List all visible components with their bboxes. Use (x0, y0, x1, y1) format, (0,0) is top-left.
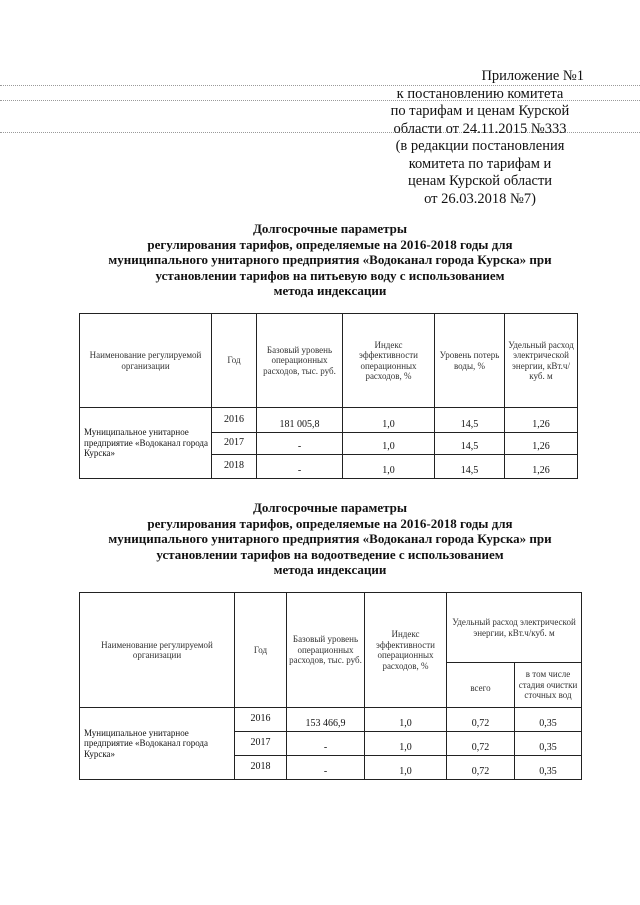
header-base-costs: Базовый уровень операционных расходов, тыс. руб. (257, 314, 343, 408)
organization-name: Муниципальное унитарное предприятие «Водоканал города Курска» (80, 408, 212, 479)
efficiency-index-cell: 1,0 (343, 455, 435, 479)
appendix-line: к постановлению комитета (396, 85, 564, 102)
header-efficiency-index: Индекс эффективности операционных расходов, % (365, 593, 447, 708)
header-energy-consumption: Удельный расход электрической энергии, кВт.ч/куб. м (505, 314, 578, 408)
wastewater-tariff-table (79, 592, 582, 780)
base-costs-cell: - (287, 756, 365, 780)
heading-line: регулирования тарифов, определяемые на 2016-2018 годы для (147, 515, 513, 531)
year-cell: 2017 (235, 732, 287, 756)
year-cell: 2016 (212, 408, 257, 433)
heading-line: регулирования тарифов, определяемые на 2016-2018 годы для (147, 236, 513, 252)
efficiency-index-cell: 1,0 (365, 756, 447, 780)
year-cell: 2017 (212, 433, 257, 455)
organization-name: Муниципальное унитарное предприятие «Водоканал города Курска» (80, 708, 235, 780)
base-costs-cell: - (287, 732, 365, 756)
heading-line: Долгосрочные параметры (252, 500, 408, 515)
heading-line: метода индексации (273, 283, 387, 298)
header-year: Год (212, 314, 257, 408)
appendix-line: ценам Курской области (407, 173, 553, 189)
header-organization: Наименование регулируемой организации (80, 314, 212, 408)
base-costs-cell: 181 005,8 (257, 408, 343, 433)
water-loss-cell: 14,5 (435, 408, 505, 433)
appendix-block (340, 68, 620, 208)
subheader-treatment-stage: в том числе стадия очистки сточных вод (515, 663, 582, 708)
appendix-line: комитета по тарифам и (408, 155, 552, 172)
appendix-line: (в редакции постановления (395, 138, 565, 154)
header-water-loss: Уровень потерь воды, % (435, 314, 505, 408)
energy-total-cell: 0,72 (447, 732, 515, 756)
header-organization: Наименование регулируемой организации (80, 593, 235, 708)
energy-treatment-cell: 0,35 (515, 756, 582, 780)
heading-line: муниципального унитарного предприятия «Водоканал города Курска» при (108, 252, 552, 267)
table-header-row (80, 593, 582, 663)
efficiency-index-cell: 1,0 (365, 732, 447, 756)
appendix-line: от 26.03.2018 №7) (424, 190, 536, 207)
year-cell: 2018 (235, 756, 287, 780)
heading-line: муниципального унитарного предприятия «Водоканал города Курска» при (108, 531, 552, 546)
efficiency-index-cell: 1,0 (365, 708, 447, 732)
appendix-line: области от 24.11.2015 №333 (393, 120, 567, 137)
energy-cell: 1,26 (505, 433, 578, 455)
header-efficiency-index: Индекс эффективности операционных расходов, % (343, 314, 435, 408)
header-base-costs: Базовый уровень операционных расходов, тыс. руб. (287, 593, 365, 708)
header-energy-consumption: Удельный расход электрической энергии, кВт.ч/куб. м (447, 593, 582, 663)
energy-cell: 1,26 (505, 455, 578, 479)
base-costs-cell: - (257, 433, 343, 455)
heading-line: метода индексации (273, 562, 387, 577)
section1-heading (40, 221, 620, 299)
water-tariff-table (79, 313, 578, 479)
base-costs-cell: - (257, 455, 343, 479)
table-row (80, 708, 582, 732)
section2-heading (40, 500, 620, 578)
water-loss-cell: 14,5 (435, 433, 505, 455)
table-header-row (80, 314, 578, 408)
energy-treatment-cell: 0,35 (515, 732, 582, 756)
energy-cell: 1,26 (505, 408, 578, 433)
table-row (80, 408, 578, 433)
water-loss-cell: 14,5 (435, 455, 505, 479)
heading-line: Долгосрочные параметры (252, 221, 408, 236)
appendix-line: по тарифам и ценам Курской (390, 103, 570, 119)
energy-total-cell: 0,72 (447, 708, 515, 732)
header-year: Год (235, 593, 287, 708)
year-cell: 2018 (212, 455, 257, 479)
appendix-title: Приложение №1 (481, 68, 584, 84)
heading-line: установлении тарифов на водоотведение с использованием (156, 546, 504, 562)
energy-treatment-cell: 0,35 (515, 708, 582, 732)
efficiency-index-cell: 1,0 (343, 408, 435, 433)
year-cell: 2016 (235, 708, 287, 732)
energy-total-cell: 0,72 (447, 756, 515, 780)
subheader-total: всего (447, 663, 515, 708)
base-costs-cell: 153 466,9 (287, 708, 365, 732)
efficiency-index-cell: 1,0 (343, 433, 435, 455)
heading-line: установлении тарифов на питьевую воду с использованием (155, 267, 505, 283)
